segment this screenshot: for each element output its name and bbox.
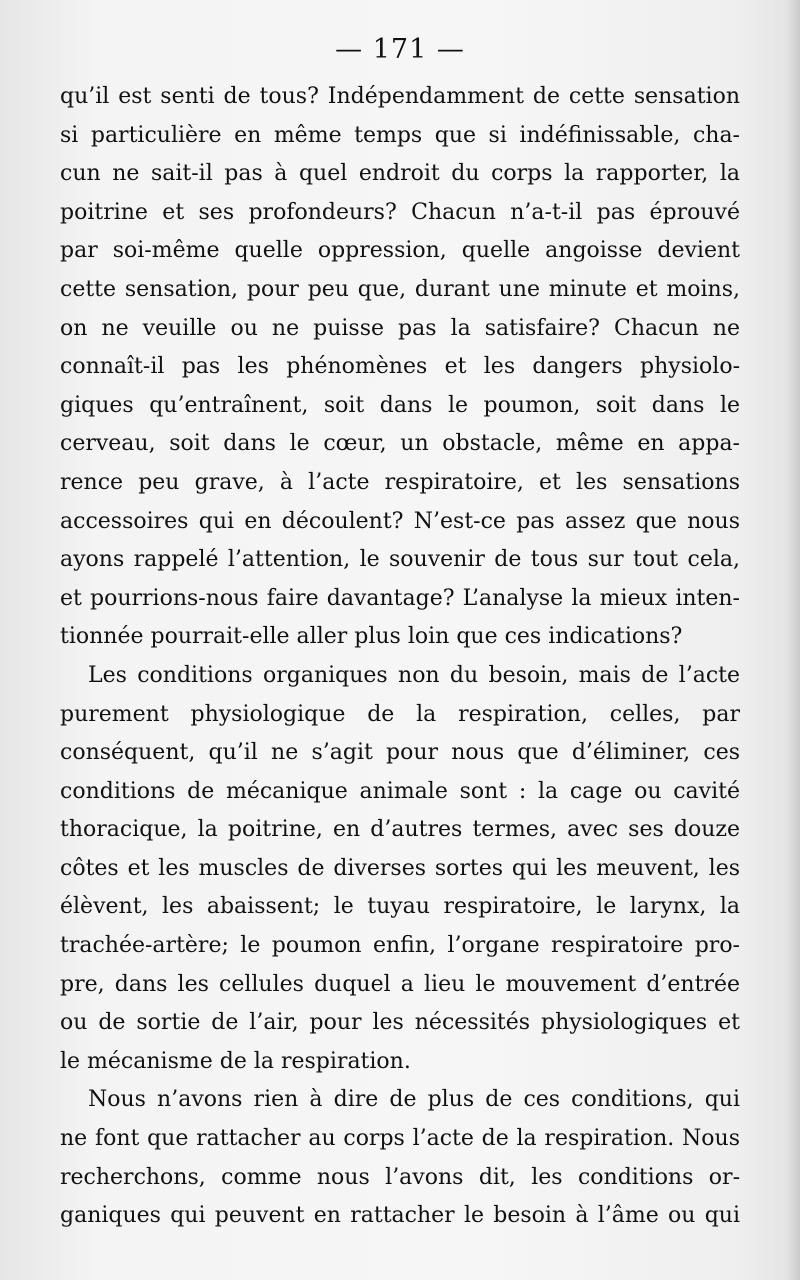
text-line: conséquent, qu’il ne s’agit pour nous que d’éliminer, ces [60, 740, 740, 766]
text-line: le mécanisme de la respiration. [60, 1048, 411, 1074]
page-number: — 171 — [335, 34, 465, 65]
text-line: cerveau, soit dans le cœur, un obstacle, même en appa- [60, 431, 740, 457]
text-line: tionnée pourrait-elle aller plus loin que ces indications? [60, 624, 683, 650]
page-edge-shadow [786, 0, 800, 1280]
text-line: on ne veuille ou ne puisse pas la satisfaire? Chacun ne [60, 315, 740, 341]
text-line: côtes et les muscles de diverses sortes qui les meuvent, les [60, 855, 740, 881]
text-line: accessoires qui en découlent? N’est-ce pas assez que nous [60, 508, 740, 534]
text-line: Nous n’avons rien à dire de plus de ces conditions, qui [88, 1087, 740, 1113]
paragraph-1 [60, 78, 740, 657]
text-line: cette sensation, pour peu que, durant une minute et moins, [60, 276, 740, 302]
text-line: ayons rappelé l’attention, le souvenir de tous sur tout cela, [60, 547, 740, 573]
text-line: si particulière en même temps que si indéfinissable, cha- [60, 122, 740, 148]
text-line: ou de sortie de l’air, pour les nécessités physiologiques et [60, 1010, 740, 1036]
text-line: et pourrions-nous faire davantage? L’analyse la mieux inten- [60, 585, 740, 611]
text-line: ne font que rattacher au corps l’acte de la respiration. Nous [60, 1126, 740, 1152]
text-line: purement physiologique de la respiration, celles, par [60, 701, 740, 727]
text-line: pre, dans les cellules duquel a lieu le mouvement d’entrée [60, 971, 740, 997]
text-line: connaît-il pas les phénomènes et les dangers physiolo- [60, 354, 740, 380]
text-line: thoracique, la poitrine, en d’autres termes, avec ses douze [60, 817, 740, 843]
text-line: par soi-même quelle oppression, quelle angoisse devient [60, 238, 740, 264]
text-line: qu’il est senti de tous? Indépendamment de cette sensation [60, 84, 740, 109]
text-line: ganiques qui peuvent en rattacher le besoin à l’âme ou qui [60, 1203, 740, 1229]
text-line: conditions de mécanique animale sont : la cage ou cavité [60, 778, 740, 804]
body-text [60, 78, 740, 1236]
text-line: rence peu grave, à l’acte respiratoire, et les sensations [60, 469, 740, 495]
text-line: élèvent, les abaissent; le tuyau respiratoire, le larynx, la [60, 894, 740, 920]
paragraph-2 [60, 657, 740, 1082]
text-line: Les conditions organiques non du besoin, mais de l’acte [88, 662, 740, 688]
paragraph-3 [60, 1081, 740, 1235]
text-line: recherchons, comme nous l’avons dit, les conditions or- [60, 1164, 740, 1190]
text-line: giques qu’entraînent, soit dans le poumon, soit dans le [60, 392, 740, 418]
text-line: cun ne sait-il pas à quel endroit du corps la rapporter, la [60, 161, 740, 187]
text-line: trachée-artère; le poumon enfin, l’organe respiratoire pro- [60, 933, 740, 959]
text-line: poitrine et ses profondeurs? Chacun n’a-t-il pas éprouvé [60, 199, 740, 225]
